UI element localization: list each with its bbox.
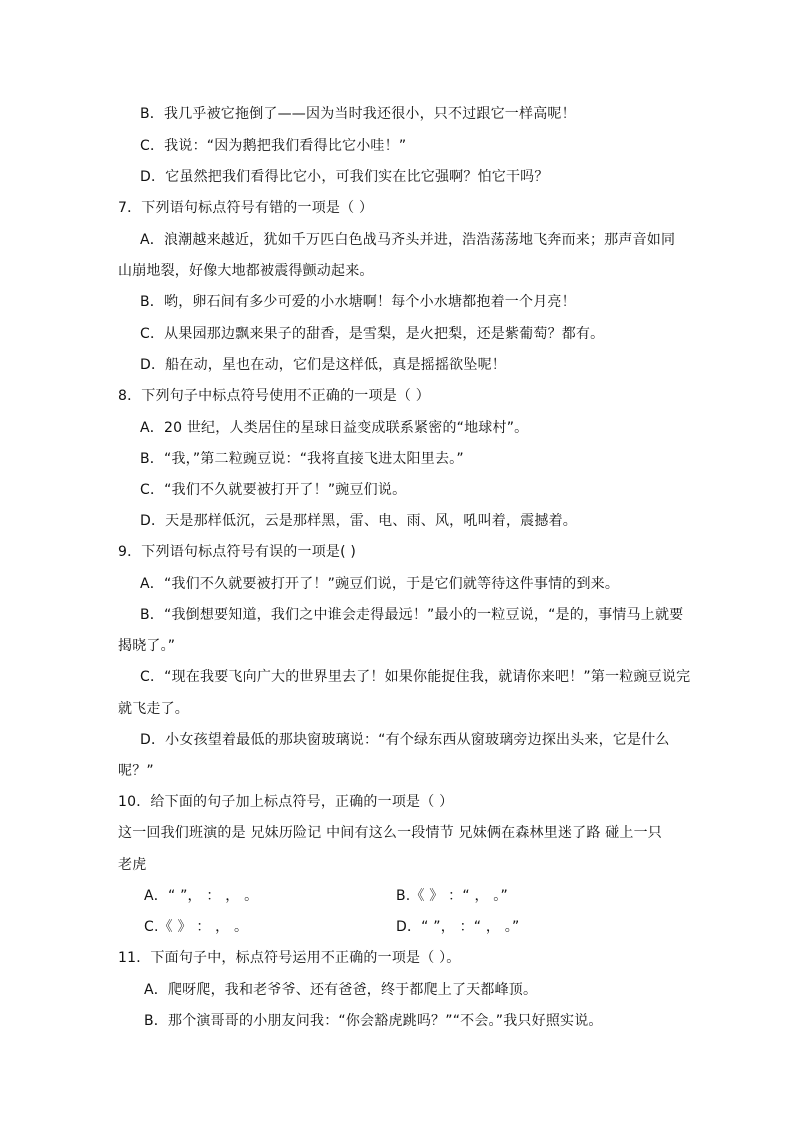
q9-option-c-cont: 就飞走了。 <box>118 701 189 717</box>
q11-option-a: A．爬呀爬，我和老爷爷、还有爸爸，终于都爬上了天都峰顶。 <box>144 982 538 998</box>
q7-option-b: B．哟，卵石间有多少可爱的小水塘啊！每个小水塘都抱着一个月亮！ <box>140 294 576 310</box>
q9-option-c: C．“现在我要飞向广大的世界里去了！如果你能捉住我，就请你来吧！”第一粒豌豆说完 <box>140 669 691 685</box>
q8-option-b: B．“我，”第二粒豌豆说：“我将直接飞进太阳里去。” <box>140 451 464 467</box>
q7-option-c: C．从果园那边飘来果子的甜香，是雪梨，是火把梨，还是紫葡萄？都有。 <box>140 326 605 342</box>
q10-option-d: D．“ ”， ：“ ， 。” <box>396 919 520 935</box>
q10-sentence: 这一回我们班演的是 兄妹历险记 中间有这么一段情节 兄妹俩在森林里迷了路 碰上一只 <box>118 825 662 841</box>
q9-option-b: B．“我倒想要知道，我们之中谁会走得最远！”最小的一粒豆说，“是的，事情马上就要 <box>140 607 684 623</box>
q7-option-a-cont: 山崩地裂，好像大地都被震得颤动起来。 <box>118 263 374 279</box>
q8-option-d: D．天是那样低沉，云是那样黑，雷、电、雨、风，吼叫着，震撼着。 <box>140 513 577 529</box>
q9-option-d-cont: 呢？” <box>118 763 154 779</box>
q6-option-b: B．我几乎被它拖倒了——因为当时我还很小，只不过跟它一样高呢！ <box>140 106 576 122</box>
q9-option-a: A．“我们不久就要被打开了！”豌豆们说，于是它们就等待这件事情的到来。 <box>140 576 620 592</box>
q6-option-d: D．它虽然把我们看得比它小，可我们实在比它强啊？怕它干吗？ <box>140 169 549 185</box>
question-10: 10．给下面的句子加上标点符号，正确的一项是（ ） <box>118 794 454 810</box>
q9-option-b-cont: 揭晓了。” <box>118 638 176 654</box>
question-7: 7．下列语句标点符号有错的一项是（ ） <box>118 200 374 216</box>
q10-option-a: A．“ ”， ： ， 。 <box>144 888 259 904</box>
question-8: 8．下列句子中标点符号使用不正确的一项是（ ） <box>118 388 430 404</box>
question-11: 11．下面句子中，标点符号运用不正确的一项是（ ）。 <box>118 950 461 966</box>
q8-option-c: C．“我们不久就要被打开了！”豌豆们说。 <box>140 482 407 498</box>
question-9: 9．下列语句标点符号有误的一项是( ) <box>118 544 357 560</box>
q10-sentence-cont: 老虎 <box>118 857 147 873</box>
q10-option-c: C.《 》 ： ， 。 <box>144 919 249 935</box>
q11-option-b: B．那个演哥哥的小朋友问我：“你会豁虎跳吗？”“不会。”我只好照实说。 <box>144 1013 603 1029</box>
q6-option-c: C．我说：“因为鹅把我们看得比它小哇！” <box>140 138 407 154</box>
q8-option-a: A．20 世纪，人类居住的星球日益变成联系紧密的“地球村”。 <box>140 420 529 436</box>
q9-option-d: D．小女孩望着最低的那块窗玻璃说：“有个绿东西从窗玻璃旁边探出头来，它是什么 <box>140 732 670 748</box>
q10-option-b: B.《 》 ：“ ， 。” <box>396 888 508 904</box>
q7-option-a: A．浪潮越来越近，犹如千万匹白色战马齐头并进，浩浩荡荡地飞奔而来；那声音如同 <box>140 232 676 248</box>
q7-option-d: D．船在动，星也在动，它们是这样低，真是摇摇欲坠呢！ <box>140 357 506 373</box>
